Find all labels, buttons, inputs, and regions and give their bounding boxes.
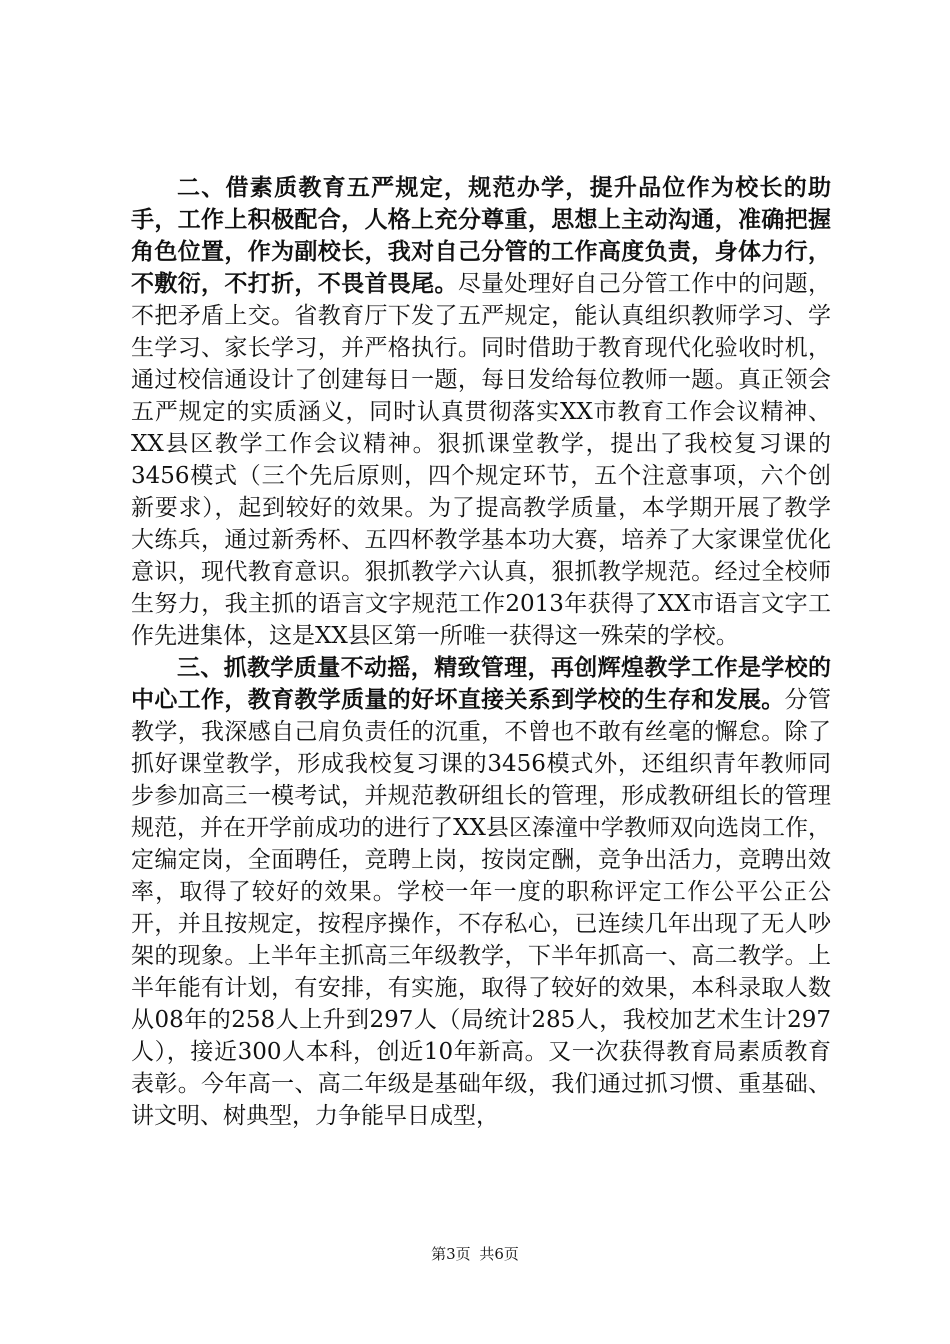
page-total: 共6页	[479, 1245, 519, 1263]
section-two-body: 尽量处理好自己分管工作中的问题，不把矛盾上交。省教育厅下发了五严规定，能认真组织教师学习、学生学习、家长学习，并严格执行。同时借助于教育现代化验收时机，通过校信通设计了创建每日一题，每日发给每位教师一题。真正领会五严规定的实质涵义，同时认真贯彻落实XX市教育工作会议精神、XX县区教学工作会议精神。狠抓课堂教学，提出了我校复习课的3456模式（三个先后原则，四个规定环节，五个注意事项，六个创新要求），起到较好的效果。为了提高教学质量，本学期开展了教学大练兵，通过新秀杯、五四杯教学基本功大赛，培养了大家课堂优化意识，现代教育意识。狠抓教学六认真，狠抓教学规范。经过全校师生努力，我主抓的语言文字规范工作2013年获得了XX市语言文字工作先进集体，这是XX县区第一所唯一获得这一殊荣的学校。	[131, 271, 832, 649]
page-number: 第3页	[431, 1245, 471, 1263]
paragraph-section-two	[131, 172, 831, 652]
document-body	[131, 172, 831, 1132]
section-three-heading: 三、抓教学质量不动摇，精致管理，再创辉煌教学工作是学校的中心工作，教育教学质量的好坏直接关系到学校的生存和发展。	[131, 654, 831, 713]
section-three-body: 分管教学，我深感自己肩负责任的沉重，不曾也不敢有丝毫的懈怠。除了抓好课堂教学，形成我校复习课的3456模式外，还组织青年教师同步参加高三一模考试，并规范教研组长的管理，形成教研组长的管理规范，并在开学前成功的进行了XX县区溱潼中学教师双向选岗工作，定编定岗，全面聘任，竞聘上岗，按岗定酬，竞争出活力，竞聘出效率，取得了较好的效果。学校一年一度的职称评定工作公平公正公开，并且按规定，按程序操作，不存私心，已连续几年出现了无人吵架的现象。上半年主抓高三年级教学，下半年抓高一、高二教学。上半年能有计划，有安排，有实施，取得了较好的效果，本科录取人数从08年的258人上升到297人（局统计285人，我校加艺术生计297人），接近300人本科，创近10年新高。又一次获得教育局素质教育表彰。今年高一、高二年级是基础年级，我们通过抓习惯、重基础、讲文明、树典型，力争能早日成型，	[131, 687, 832, 1129]
page-footer	[0, 1243, 950, 1264]
paragraph-section-three	[131, 652, 831, 1132]
section-two-heading: 二、借素质教育五严规定，规范办学，提升品位作为校长的助手，工作上积极配合，人格上充分尊重，思想上主动沟通，准确把握角色位置，作为副校长，我对自己分管的工作高度负责，身体力行，不敷衍，不打折，不畏首畏尾。	[131, 174, 831, 297]
